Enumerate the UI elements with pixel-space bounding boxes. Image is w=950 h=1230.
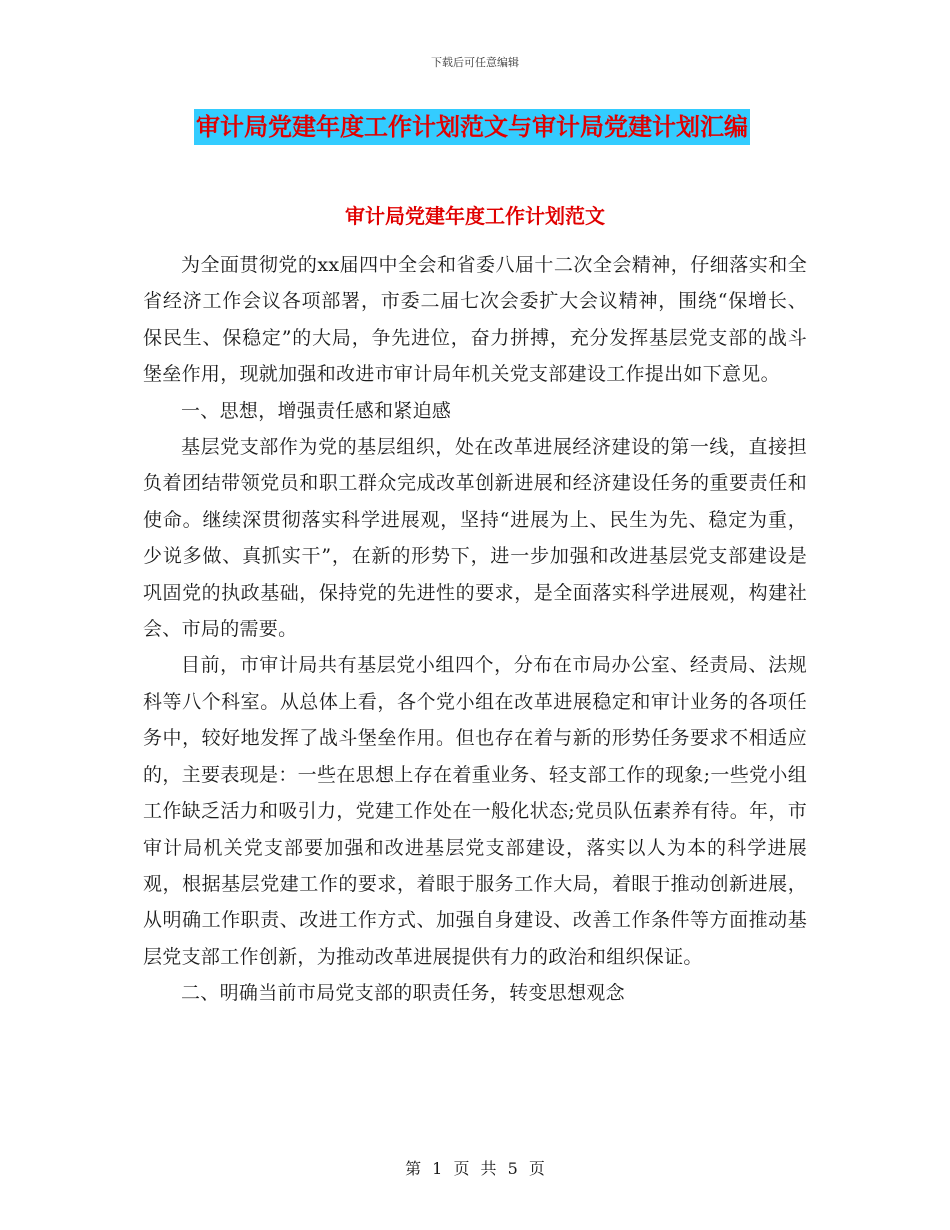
paragraph-status: 目前，市审计局共有基层党小组四个，分布在市局办公室、经责局、法规科等八个科室。从总体上看，各个党小组在改革进展稳定和审计业务的各项任务中，较好地发挥了战斗堡垒作用。但也存在着与新的形势任务要求不相适应的，主要表现是：一些在思想上存在着重业务、轻支部工作的现象;一些党小组工作缺乏活力和吸引力，党建工作处在一般化状态;党员队伍素养有待。年，市审计局机关党支部要加强和改进基层党支部建设，落实以人为本的科学进展观，根据基层党建工作的要求，着眼于服务工作大局，着眼于推动创新进展，从明确工作职责、改进工作方式、加强自身建设、改善工作条件等方面推动基层党支部工作创新，为推动改革进展提供有力的政治和组织保证。: [143, 654, 807, 968]
paragraph-role: 基层党支部作为党的基层组织，处在改革进展经济建设的第一线，直接担负着团结带领党员和职工群众完成改革创新进展和经济建设任务的重要责任和使命。继续深贯彻落实科学进展观，坚持“进展为上、民生为先、稳定为重，少说多做、真抓实干”，在新的形势下，进一步加强和改进基层党支部建设是巩固党的执政基础，保持党的先进性的要求，是全面落实科学进展观，构建社会、市局的需要。: [143, 436, 807, 641]
heading-one: 一、思想，增强责任感和紧迫感: [181, 399, 452, 422]
document-title: 审计局党建年度工作计划范文与审计局党建计划汇编: [196, 112, 748, 141]
document-body: [143, 247, 807, 1012]
page-number-footer: 第 1 页 共 5 页: [405, 1159, 545, 1178]
paragraph-intro: 为全面贯彻党的xx届四中全会和省委八届十二次全会精神，仔细落实和全省经济工作会议各项部署，市委二届七次会委扩大会议精神，围绕“保增长、保民生、保稳定”的大局，争先进位，奋力拼搏，充分发挥基层党支部的战斗堡垒作用，现就加强和改进市审计局年机关党支部建设工作提出如下意见。: [143, 254, 807, 386]
heading-two: 二、明确当前市局党支部的职责任务，转变思想观念: [181, 982, 625, 1005]
document-title-highlight: [194, 109, 750, 145]
header-note: 下载后可任意编辑: [431, 56, 519, 69]
section-title: 审计局党建年度工作计划范文: [345, 204, 605, 228]
